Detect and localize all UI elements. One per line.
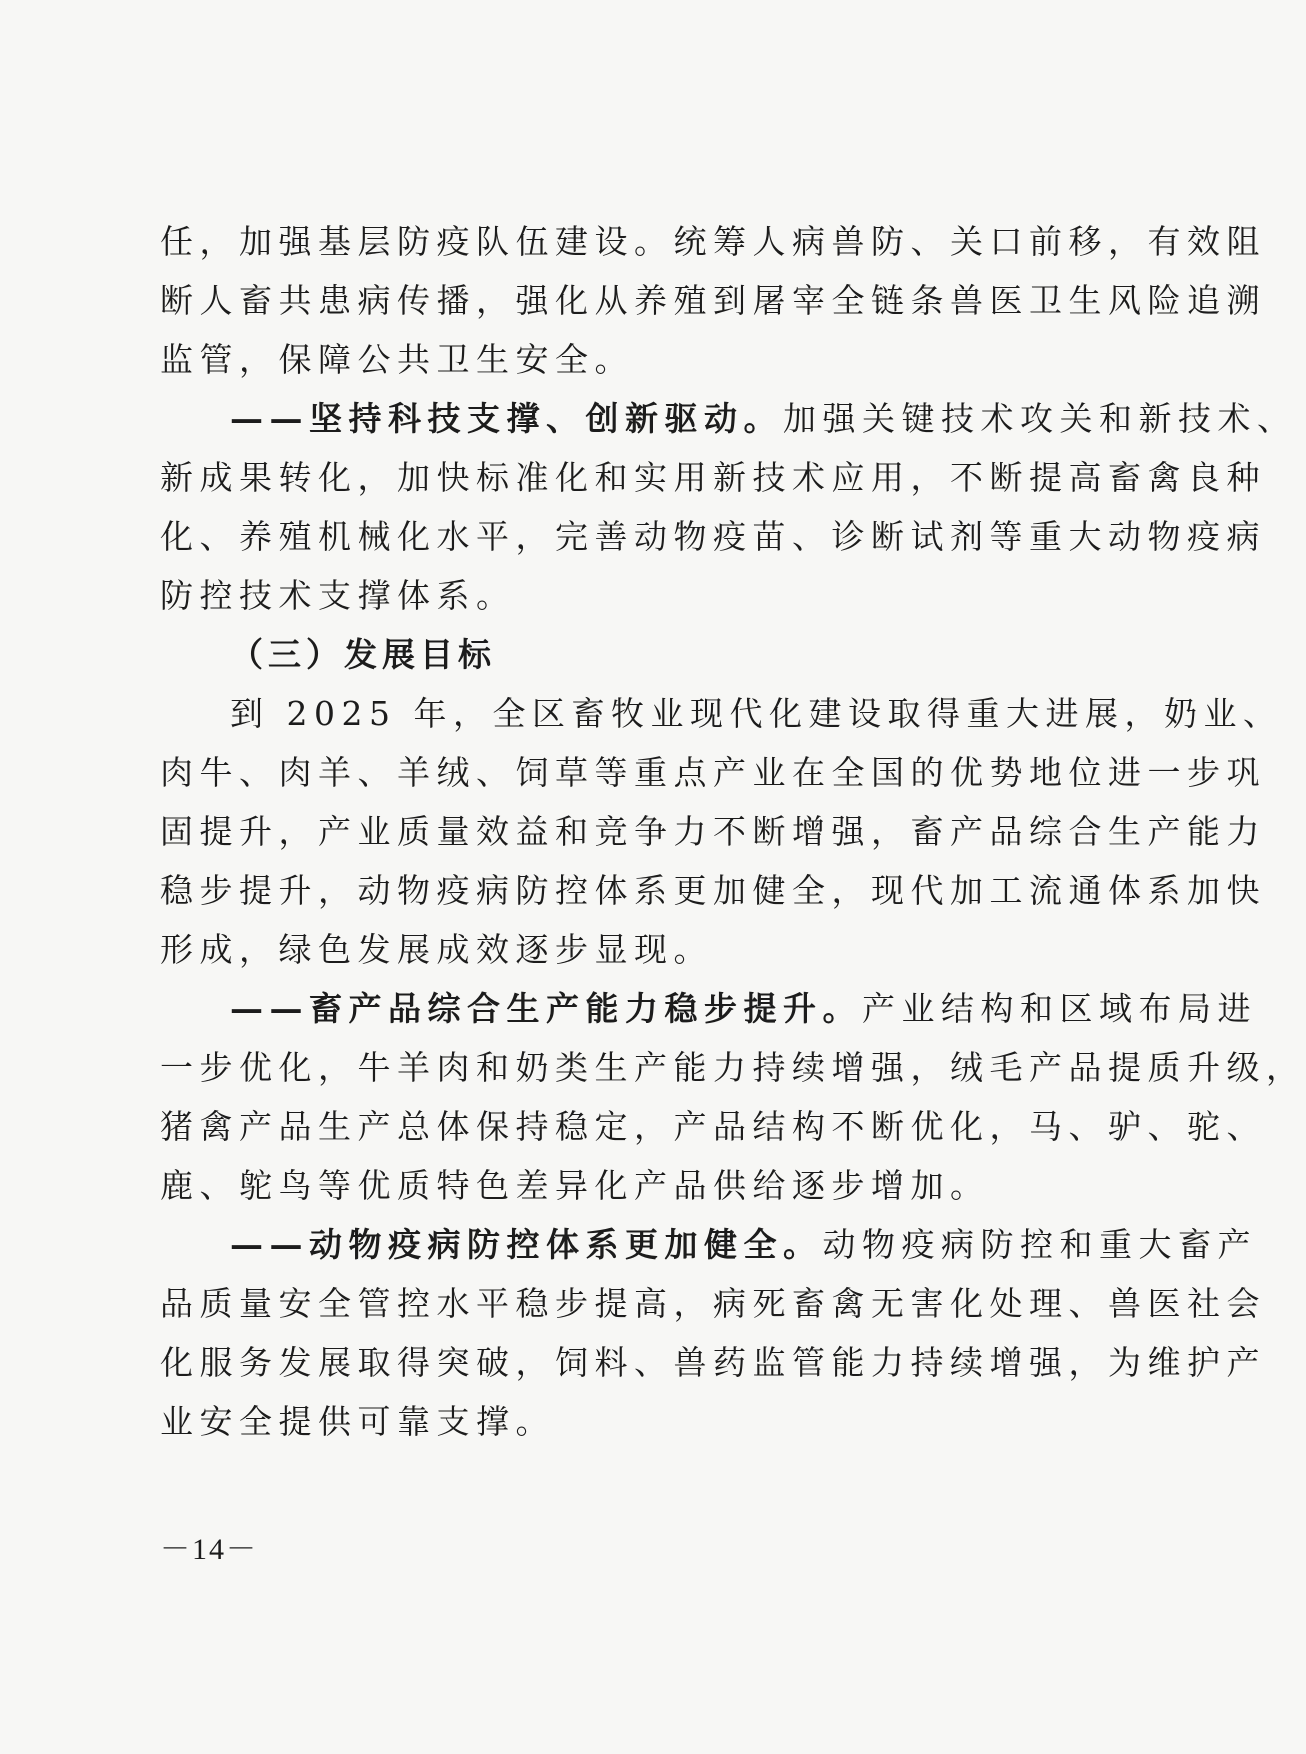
bold-lead: ——动物疫病防控体系更加健全。 — [230, 1225, 823, 1264]
paragraph-line: 肉牛、肉羊、羊绒、饲草等重点产业在全国的优势地位进一步巩 — [160, 753, 1266, 792]
paragraph-first-line — [230, 1225, 1257, 1265]
paragraph-line: 防控技术支撑体系。 — [160, 576, 516, 615]
paragraph-line: 形成，绿色发展成效逐步显现。 — [160, 930, 713, 969]
paragraph-line: 化、养殖机械化水平，完善动物疫苗、诊断试剂等重大动物疫病 — [160, 517, 1266, 556]
paragraph-line: 猪禽产品生产总体保持稳定，产品结构不断优化，马、驴、驼、 — [160, 1107, 1266, 1146]
paragraph-line: 业安全提供可靠支撑。 — [160, 1402, 555, 1441]
paragraph-line: 断人畜共患病传播，强化从养殖到屠宰全链条兽医卫生风险追溯 — [160, 281, 1266, 320]
section-heading: （三）发展目标 — [230, 635, 496, 674]
paragraph-line: 监管，保障公共卫生安全。 — [160, 340, 634, 379]
bold-lead: ——畜产品综合生产能力稳步提升。 — [230, 989, 862, 1028]
paragraph-line: 品质量安全管控水平稳步提高，病死畜禽无害化处理、兽医社会 — [160, 1284, 1266, 1323]
bold-lead: ——坚持科技支撑、创新驱动。 — [230, 399, 783, 438]
paragraph-line: 鹿、鸵鸟等优质特色差异化产品供给逐步增加。 — [160, 1166, 990, 1205]
paragraph-line: 到 2025 年，全区畜牧业现代化建设取得重大进展，奶业、 — [230, 694, 1283, 733]
paragraph-text: 动物疫病防控和重大畜产 — [822, 1225, 1257, 1264]
paragraph-text: 加强关键技术攻关和新技术、 — [783, 399, 1297, 438]
paragraph-line: 化服务发展取得突破，饲料、兽药监管能力持续增强，为维护产 — [160, 1343, 1266, 1382]
paragraph-first-line — [230, 989, 1257, 1029]
page-number: －14－ — [160, 1533, 258, 1566]
paragraph-text: 产业结构和区域布局进 — [862, 989, 1257, 1028]
paragraph-line: 新成果转化，加快标准化和实用新技术应用，不断提高畜禽良种 — [160, 458, 1266, 497]
paragraph-first-line — [230, 399, 1297, 439]
paragraph-line: 一步优化，牛羊肉和奶类生产能力持续增强，绒毛产品提质升级， — [160, 1048, 1306, 1087]
paragraph-line: 稳步提升，动物疫病防控体系更加健全，现代加工流通体系加快 — [160, 871, 1266, 910]
paragraph-line: 固提升，产业质量效益和竞争力不断增强，畜产品综合生产能力 — [160, 812, 1266, 851]
paragraph-line: 任，加强基层防疫队伍建设。统筹人病兽防、关口前移，有效阻 — [160, 222, 1266, 261]
